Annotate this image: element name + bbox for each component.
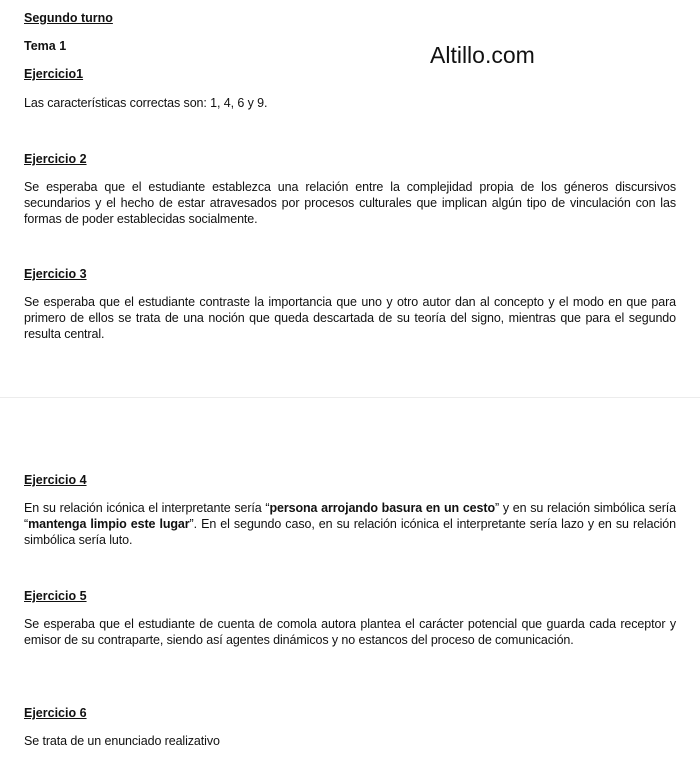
bold-quote: persona arrojando basura en un cesto (269, 501, 495, 515)
page-divider (0, 397, 700, 398)
exercise-5-title: Ejercicio 5 (24, 589, 87, 603)
bold-quote: mantenga limpio este lugar (28, 517, 190, 531)
exercise-1-text: Las características correctas son: 1, 4, 6 y 9. (24, 96, 268, 110)
exercise-5-text: Se esperaba que el estudiante de cuenta de comola autora plantea el carácter potencial que guarda cada receptor y emisor de su contraparte, siendo así agentes dinámicos y no estancos del proceso de comunicación. (24, 617, 676, 647)
exercise-4-text (24, 500, 676, 548)
exercise-3-title: Ejercicio 3 (24, 267, 87, 281)
text-segment: ” y en su relación simbólica sería “ (24, 501, 677, 531)
shift-heading: Segundo turno (24, 11, 113, 25)
exercise-2-text: Se esperaba que el estudiante establezca una relación entre la complejidad propia de los géneros discursivos secundarios y el hecho de estar atravesados por procesos culturales que implican algún tipo de vinculación con las formas de poder establecidas socialmente. (24, 180, 676, 226)
exercise-4-title: Ejercicio 4 (24, 473, 87, 487)
text-segment: En su relación icónica el interpretante sería “ (24, 501, 270, 515)
exercise-1-title: Ejercicio1 (24, 67, 84, 81)
exercise-6-text: Se trata de un enunciado realizativo (24, 734, 220, 748)
theme-heading: Tema 1 (24, 39, 67, 53)
text-segment: ”. En el segundo caso, en su relación icónica el interpretante sería lazo y en su relación simbólica sería luto. (24, 517, 676, 547)
exercise-2-title: Ejercicio 2 (24, 152, 87, 166)
exercise-6-title: Ejercicio 6 (24, 706, 87, 720)
brand-watermark: Altillo.com (430, 42, 535, 68)
exercise-3-text: Se esperaba que el estudiante contraste la importancia que uno y otro autor dan al concepto y el modo en que para primero de ellos se trata de una noción que queda descartada de su teoría del signo, mientras que para el segundo resulta central. (24, 295, 676, 341)
